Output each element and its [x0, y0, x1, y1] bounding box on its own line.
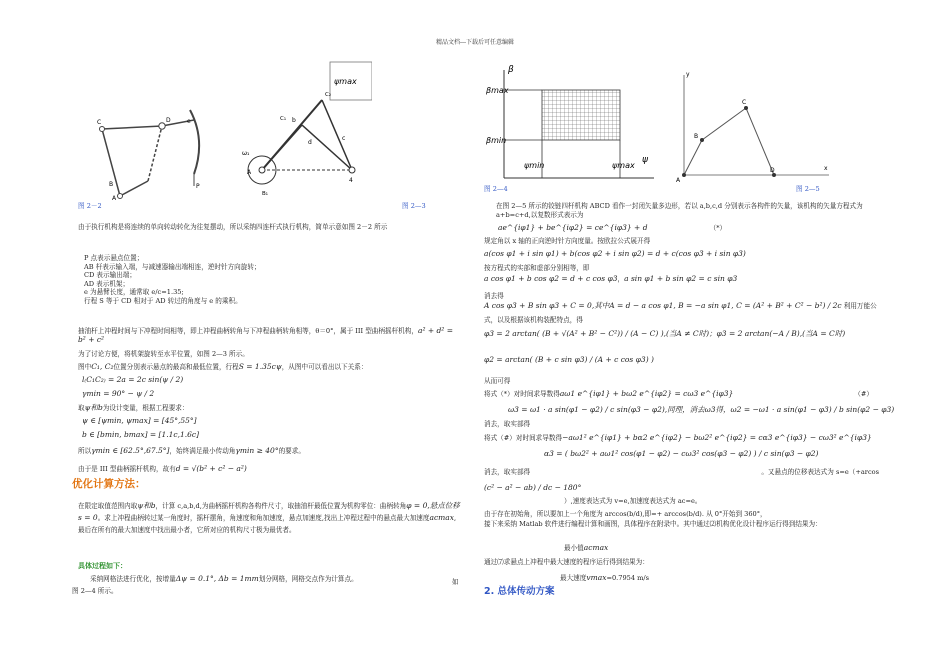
equation-r3: a cos φ1 + b cos φ2 = d + c cos φ3，a sin φ1 + b sin φ2 = c sin φ3: [484, 274, 738, 283]
point-a: A: [676, 177, 681, 184]
label-beta-max: βmax: [486, 86, 509, 95]
paragraph-r12: 由于存在初始角，所以要加上一个角度为 arccos(b/d),即=+ arccos(b/d). 从 0°开始到 360°，: [484, 510, 767, 518]
paragraph-5: 取ψ和b为设计变量，根据工程要求：: [78, 403, 189, 412]
label-psi-max: ψmax: [334, 77, 357, 86]
label-d3: d: [308, 139, 312, 146]
paragraph-1: 由于执行机构是将连续的单向转动转化为往复摆动，所以采纳四连杆式执行机构，简单示意如图 2－2 所示: [78, 223, 388, 231]
heading-optimization: 优化计算方法：: [72, 478, 146, 490]
paragraph-2: 抽油杆上冲程时间与下冲程时间相等，即上冲程曲柄转角与下冲程曲柄转角相等，θ＝0°，属于 III 型曲柄摇杆机构，a² + d² = b² + c²: [78, 326, 453, 344]
paragraph-r8: 消去，取实部得: [484, 420, 531, 428]
label-b: B: [109, 181, 114, 188]
label-c3: c: [342, 135, 346, 142]
equation-r5: A cos φ3 + B sin φ3 + C = 0,其中A = d − a cos φ1, B = −a sin φ1, C = (A² + B² + C² − b²) / 2c 利用万能公: [484, 301, 877, 310]
paragraph-6: 所以γmin ∈ [62.5°,67.5°]，始终满足最小传动角γmin ≥ 40°的要求。: [78, 446, 305, 455]
paragraph-r13: 接下来采纳 Matlab 软件进行编程计算和画图，具体程序在附录中。其中通过⑵机构优化设计程序运行得到结果为：: [484, 520, 822, 528]
paragraph-8: 在限定取值范围内取ψ和b，计算 c,a,b,d,为曲柄摇杆机构各构件尺寸，取抽油杆最低位置为机构零位：曲柄转角φ = 0,悬点位移s = 0。求上冲程曲柄转过某一角度时，摇杆摆角，角速度和角加速度，悬点加速度,找出上冲程过程中的悬点最大加速度acmax,最后在所有的最大加速度中找出最小者，它所对应的机构尺寸极为最优者。: [78, 501, 460, 534]
equation-6: b ∈ [bmin, bmax] = [1.1c,1.6c]: [82, 430, 200, 439]
label-psi-max-axis: ψmax: [612, 161, 635, 170]
figure-2-3: [222, 60, 372, 200]
label-omega: ω₁: [242, 150, 250, 157]
list-item: P 点表示悬点位置；: [84, 254, 144, 262]
label-b3: b: [292, 117, 296, 124]
figure-2-4: [484, 60, 664, 185]
axis-psi: ψ: [642, 155, 648, 165]
equation-r2: a(cos φ1 + i sin φ1) + b(cos φ2 + i sin φ2) = d + c(cos φ3 + i sin φ3): [484, 249, 746, 258]
list-item: CD 表示输出端；: [84, 271, 136, 280]
figure-2-5-caption: 图 2—5: [796, 185, 820, 193]
paragraph-r10: 消去，取实部得 。又悬点的位移表达式为 s=e（+arcos: [484, 468, 879, 476]
axis-y: y: [686, 71, 690, 78]
equation-4: γmin = 90° − ψ / 2: [82, 389, 155, 398]
paragraph-r11: ）,速度表达式为 v=e,加速度表达式为 ac=e。: [564, 497, 702, 505]
label-a: A: [112, 195, 117, 200]
equation-5: ψ ∈ [ψmin, ψmax] = [45°,55°]: [82, 416, 197, 425]
legend-list: [84, 254, 261, 306]
label-c2: C₂: [325, 92, 332, 98]
list-item: e 为悬臂长度，通常取 e/c=1.35;: [84, 288, 184, 297]
paragraph-4: 图中C₁, C₂位置分别表示悬点的最高和最低位置，行程S = 1.35cψ，从图中可以看出以下关系：: [78, 362, 368, 371]
equation-r11: α3 = ( bω2² + aω1² cos(φ1 − φ2) − cω3² cos(φ3 − φ2) ) / c sin(φ3 − φ2): [544, 449, 819, 458]
paragraph-r5: 式，以及根据该机构装配特点，得: [484, 316, 583, 324]
figure-2-4-caption: 图 2—4: [484, 185, 508, 193]
paragraph-7: 由于是 III 型曲柄摇杆机构，故有d = √(b² + c² − a²): [78, 464, 247, 473]
paragraph-9: 采纳网格法进行优化，按增量Δψ = 0.1°, Δb = 1mm划分网格，网格交点作为计算点。: [90, 574, 358, 583]
paragraph-r6: 从而可得: [484, 377, 511, 385]
page-header: 精品文档---下载后可任意编辑: [435, 39, 515, 46]
label-b1: B₁: [262, 191, 268, 197]
figure-2-2-caption: 图 2－2: [78, 202, 102, 210]
label-d: D: [166, 117, 171, 124]
paragraph-r4: 消去得: [484, 292, 504, 300]
heading-transmission: 2. 总体传动方案: [484, 586, 555, 597]
paragraph-r2: 规定角以 x 轴的正向逆时针方向度量。按欧拉公式展开得: [484, 237, 651, 245]
label-4: 4: [349, 177, 353, 184]
list-item: AD 表示机架；: [84, 279, 130, 288]
paragraph-r15: 通过⑺求悬点上冲程中最大速度的程序运行得到结果为：: [484, 558, 649, 566]
label-psi-min: ψmin: [524, 161, 545, 170]
paragraph-r16: 最大速度vmax=0.7954 m/s: [560, 573, 649, 582]
point-d: D: [770, 167, 775, 174]
paragraph-9-line2: 图 2—4 所示。: [72, 587, 118, 595]
equation-r1: ae^{iφ1} + be^{iφ2} = ce^{iφ3} + d （*）: [498, 223, 727, 232]
equation-r12: (c² − a² − ab) / dc − 180°: [484, 483, 582, 492]
point-c: C: [742, 99, 747, 106]
paragraph-r7: 将式（*）对时间求导数得aω1 e^{iφ1} + bω2 e^{iφ2} = cω3 e^{iφ3} （#）: [484, 389, 873, 398]
figure-2-2: [82, 60, 232, 200]
point-b: B: [694, 133, 699, 140]
equation-r6: φ3 = 2 arctan( (B + √(A² + B² − C²)) / (A − C) ),(当A ≠ C时)；φ3 = 2 arctan(−A / B),(当A = C时): [484, 329, 846, 338]
label-e: e: [187, 118, 191, 125]
figure-2-3-caption: 图 2—3: [402, 202, 426, 210]
equation-r9: ω3 = ω1 · a sin(φ1 − φ2) / c sin(φ3 − φ2),同理，消去ω3得，ω2 = −ω1 · a sin(φ1 − φ3) / b sin(φ2 − φ3): [508, 405, 895, 414]
heading-procedure: 具体过程如下：: [78, 562, 127, 570]
label-p: P: [196, 183, 200, 190]
paragraph-r1: 在图 2—5 所示的铰链四杆机构 ABCD 看作一封闭矢量多边形，若以 a,b,c,d 分别表示各构件的矢量，该机构的矢量方程式为 a+b=c+d,以复数形式表示为: [496, 202, 863, 219]
paragraph-3: 为了讨论方便，将机架旋转至水平位置，如图 2—3 所示。: [78, 350, 249, 358]
paragraph-r3: 按方程式的实部和虚部分别相等，即: [484, 264, 590, 272]
figure-2-5: [674, 60, 834, 185]
axis-beta: β: [508, 65, 514, 75]
label-c: C: [97, 119, 102, 126]
equation-3: l₍C₁C₂₎ = 2a = 2c sin(ψ / 2): [82, 375, 184, 384]
label-c1: C₁: [280, 116, 287, 122]
label-beta-min: βmin: [486, 136, 507, 145]
paragraph-r14: 最小值acmax: [564, 543, 609, 552]
axis-x: x: [824, 165, 828, 172]
paragraph-r9: 将式（#）对时间求导数得−aω1² e^{iφ1} + bα2 e^{iφ2} − bω2² e^{iφ2} = cα3 e^{iφ3} − cω3² e^{iφ3}: [484, 433, 872, 442]
paragraph-9-tail: 如: [452, 578, 459, 586]
label-a3: A: [247, 169, 252, 176]
list-item: AB 杆表示输入端，与减速器输出端相连，逆时针方向旋转；: [84, 262, 261, 271]
equation-r7: φ2 = arctan( (B + c sin φ3) / (A + c cos φ3) ): [484, 355, 654, 364]
list-item: 行程 S 等于 CD 相对于 AD 转过的角度与 e 的乘积。: [84, 296, 242, 305]
